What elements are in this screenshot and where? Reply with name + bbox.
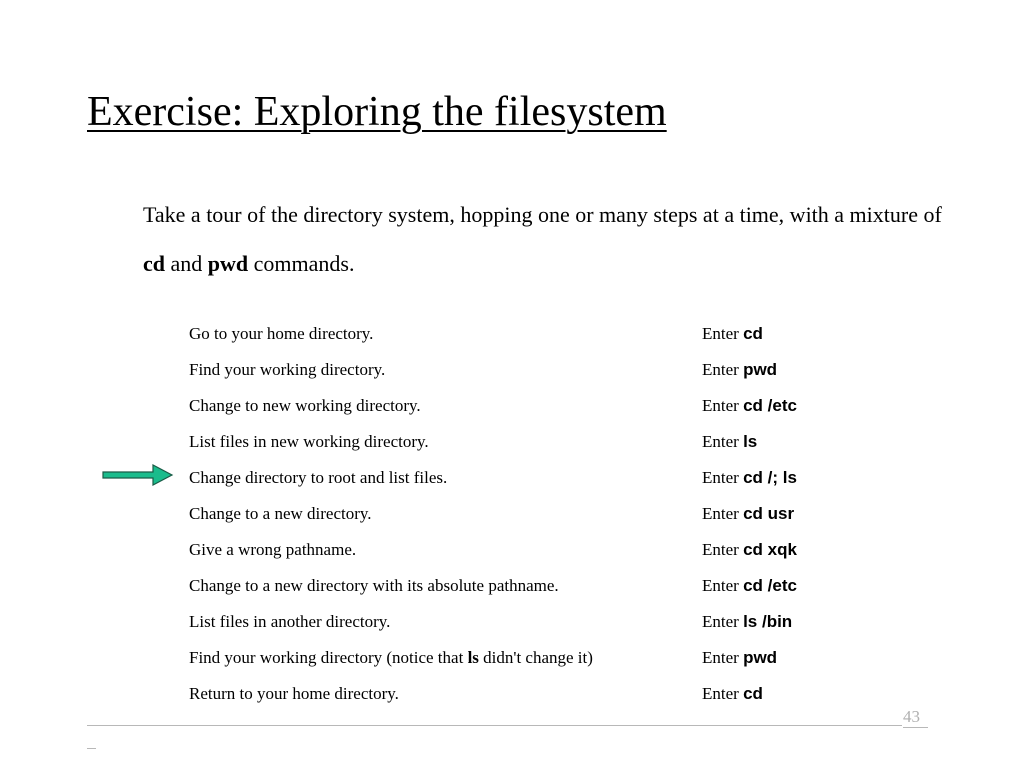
step-command: ls: [743, 432, 758, 451]
step-instruction: [702, 640, 777, 676]
step-command: pwd: [743, 360, 778, 379]
step-instruction: [702, 604, 792, 640]
intro-text-before: Take a tour of the directory system, hopping one or many steps at a time, with a mixture of: [143, 202, 942, 227]
step-enter-label: Enter: [702, 576, 744, 595]
step-enter-label: Enter: [702, 468, 744, 487]
step-instruction: [702, 352, 777, 388]
step-row-highlighted: [189, 460, 869, 496]
step-instruction: [702, 496, 794, 532]
step-description: Return to your home directory.: [189, 684, 399, 703]
step-description: Go to your home directory.: [189, 324, 374, 343]
step-instruction: [702, 388, 797, 424]
step-description-after: didn't change it): [478, 648, 593, 667]
intro-paragraph: [143, 190, 963, 288]
step-row: [189, 532, 869, 568]
footer-dash: [87, 748, 96, 749]
step-instruction: [702, 568, 797, 604]
intro-text-middle: and: [165, 251, 208, 276]
step-enter-label: Enter: [702, 396, 744, 415]
arrow-shape: [103, 465, 172, 485]
step-instruction: [702, 316, 763, 352]
step-enter-label: Enter: [702, 432, 744, 451]
step-command: cd usr: [743, 504, 795, 523]
step-row: [189, 388, 869, 424]
step-description: Change directory to root and list files.: [189, 468, 448, 487]
step-description: Find your working directory.: [189, 360, 386, 379]
step-description-ls: ls: [467, 648, 479, 667]
step-enter-label: Enter: [702, 684, 744, 703]
step-row: [189, 424, 869, 460]
step-row: [189, 496, 869, 532]
step-enter-label: Enter: [702, 648, 744, 667]
step-command: ls /bin: [743, 612, 793, 631]
slide-title: Exercise: Exploring the filesystem: [87, 89, 667, 135]
step-enter-label: Enter: [702, 612, 744, 631]
step-enter-label: Enter: [702, 504, 744, 523]
page-number: 43: [903, 707, 928, 728]
step-command: cd xqk: [743, 540, 797, 559]
step-enter-label: Enter: [702, 324, 744, 343]
step-instruction: [702, 424, 757, 460]
step-command: cd /; ls: [743, 468, 797, 487]
step-command: cd: [743, 684, 763, 703]
step-description-before: Find your working directory (notice that: [189, 648, 468, 667]
step-description: Change to new working directory.: [189, 396, 421, 415]
step-command: pwd: [743, 648, 778, 667]
intro-text-after: commands.: [248, 251, 355, 276]
step-enter-label: Enter: [702, 360, 744, 379]
step-row: [189, 568, 869, 604]
step-command: cd /etc: [743, 576, 797, 595]
step-description: Change to a new directory.: [189, 504, 372, 523]
footer-rule: [87, 725, 902, 726]
step-description: [189, 640, 593, 676]
intro-pwd-command: pwd: [207, 251, 249, 276]
step-row: [189, 676, 869, 712]
step-command: cd: [743, 324, 763, 343]
exercise-steps-list: [189, 316, 869, 712]
step-row: [189, 352, 869, 388]
right-arrow-icon: [102, 464, 174, 486]
step-description: List files in new working directory.: [189, 432, 429, 451]
intro-cd-command: cd: [143, 251, 165, 276]
step-instruction: [702, 460, 797, 496]
step-enter-label: Enter: [702, 540, 744, 559]
step-row: [189, 640, 869, 676]
step-row: [189, 316, 869, 352]
step-row: [189, 604, 869, 640]
step-description: Change to a new directory with its absolute pathname.: [189, 576, 559, 595]
step-instruction: [702, 676, 763, 712]
step-command: cd /etc: [743, 396, 797, 415]
step-description: List files in another directory.: [189, 612, 391, 631]
step-description: Give a wrong pathname.: [189, 540, 357, 559]
step-instruction: [702, 532, 797, 568]
